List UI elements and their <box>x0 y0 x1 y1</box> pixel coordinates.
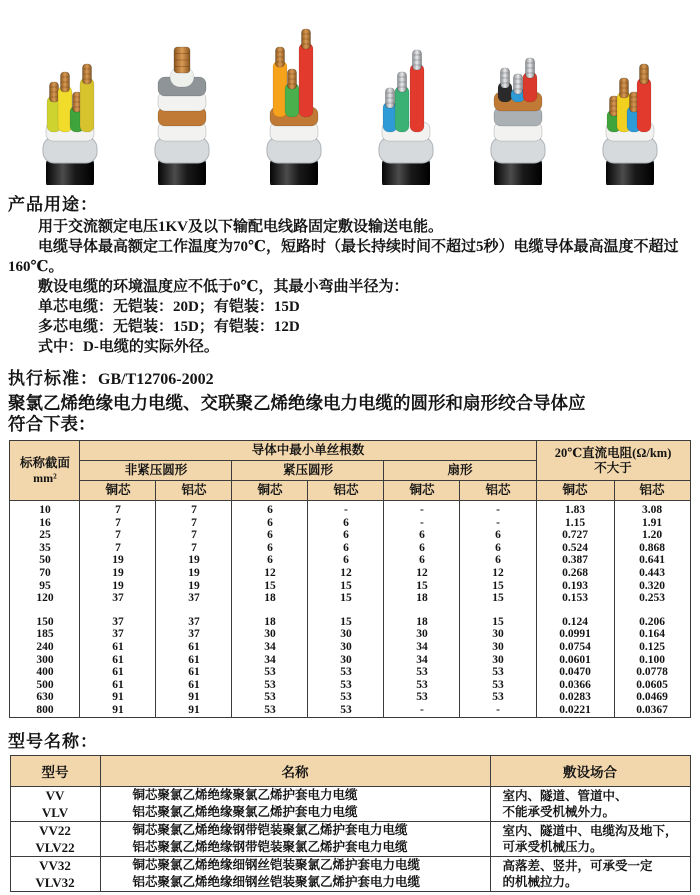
conductor-cell: 19 <box>156 567 232 580</box>
conductor-header-row3 <box>10 481 690 501</box>
conductor-cell: 6 <box>384 542 460 555</box>
group-gap-row <box>10 605 690 616</box>
conductor-cell: 1.20 <box>614 529 690 542</box>
conductor-cell: - <box>384 704 460 717</box>
conductor-cell: 19 <box>156 554 232 567</box>
conductor-cell: 53 <box>308 666 384 679</box>
gap-cell <box>614 605 690 616</box>
conductor-cell: 15 <box>308 592 384 605</box>
standard-label: 执行标准： <box>8 369 98 388</box>
usage-paragraph: 多芯电缆：无铠装：15D；有铠装：12D <box>38 319 300 335</box>
model-code-cell: VV <box>10 786 100 804</box>
conductor-cell: 6 <box>308 529 384 542</box>
conductor-row <box>10 628 690 641</box>
conductor-cell: 61 <box>80 654 156 667</box>
conductor-cell: 15 <box>460 580 536 593</box>
conductor-cell: 6 <box>460 529 536 542</box>
header-aluminum: 铝芯 <box>614 481 690 501</box>
conductor-cell: 34 <box>384 654 460 667</box>
conductor-cell: 30 <box>308 654 384 667</box>
header-noncompact: 非紧压圆形 <box>80 461 232 481</box>
conductor-cell: 0.320 <box>614 580 690 593</box>
usage-paragraph: 敷设电缆的环境温度应不低于0℃，其最小弯曲半径为： <box>38 279 409 295</box>
conductor-row <box>10 592 690 605</box>
conductor-cell: 0.268 <box>536 567 614 580</box>
model-name-cell: 铝芯聚氯乙烯绝缘细钢丝铠装聚氯乙烯护套电力电缆 <box>100 874 490 892</box>
conductor-cell: 53 <box>460 691 536 704</box>
model-code-cell: VLV <box>10 804 100 822</box>
conductor-cell: 0.727 <box>536 529 614 542</box>
conductor-cell: 37 <box>156 628 232 641</box>
conductor-cell: 7 <box>156 542 232 555</box>
conductor-cell: 15 <box>308 616 384 629</box>
conductor-cell: 30 <box>308 641 384 654</box>
conductor-cell: - <box>460 704 536 717</box>
conductor-cell: 0.0366 <box>536 679 614 692</box>
conductor-cell: 19 <box>80 580 156 593</box>
conductor-cell: 400 <box>10 666 80 679</box>
conductor-cell: 50 <box>10 554 80 567</box>
usage-paragraph: 式中：D-电缆的实际外径。 <box>38 339 219 355</box>
conductor-cell: 0.641 <box>614 554 690 567</box>
conductor-cell: 15 <box>384 580 460 593</box>
conductor-cell: 6 <box>384 529 460 542</box>
gap-cell <box>308 605 384 616</box>
model-name-cell: 铝芯聚氯乙烯绝缘钢带铠装聚氯乙烯护套电力电缆 <box>100 839 490 857</box>
header-laying: 敷设场合 <box>490 755 690 786</box>
conductor-cell: 150 <box>10 616 80 629</box>
gap-cell <box>384 605 460 616</box>
conductor-cell: 37 <box>156 616 232 629</box>
gap-cell <box>536 605 614 616</box>
model-row <box>10 821 690 839</box>
conductor-cell: 70 <box>10 567 80 580</box>
standard-value: GB/T12706-2002 <box>98 371 214 388</box>
header-copper: 铜芯 <box>536 481 614 501</box>
conductor-cell: 6 <box>232 501 308 517</box>
conductor-cell: 61 <box>80 641 156 654</box>
conductor-cell: 120 <box>10 592 80 605</box>
conductor-cell: 53 <box>232 666 308 679</box>
conductor-cell: 300 <box>10 654 80 667</box>
conductor-cell: 53 <box>232 704 308 717</box>
conductor-cell: 30 <box>308 628 384 641</box>
header-aluminum: 铝芯 <box>308 481 384 501</box>
conductor-cell: 0.0221 <box>536 704 614 717</box>
model-name-cell: 铜芯聚氯乙烯绝缘聚氯乙烯护套电力电缆 <box>100 786 490 804</box>
standard-line <box>8 364 700 389</box>
conductor-cell: 240 <box>10 641 80 654</box>
header-copper: 铜芯 <box>384 481 460 501</box>
usage-paragraph: 单芯电缆：无铠装：20D；有铠装：15D <box>38 299 300 315</box>
conductor-cell: 0.206 <box>614 616 690 629</box>
model-row <box>10 856 690 874</box>
conductor-cell: 15 <box>232 580 308 593</box>
conductor-cell: 53 <box>308 704 384 717</box>
conductor-cell: - <box>460 517 536 530</box>
conductor-cell: 0.0470 <box>536 666 614 679</box>
header-dc-resistance: 20℃直流电阻(Ω/km) 不大于 <box>536 441 690 481</box>
conductor-cell: 10 <box>10 501 80 517</box>
conductor-cell: 7 <box>156 529 232 542</box>
conductor-cell: 19 <box>156 580 232 593</box>
conductor-cell: 15 <box>460 592 536 605</box>
conductor-cell: 15 <box>460 616 536 629</box>
conductor-cell: 53 <box>384 666 460 679</box>
laying-occasion-cell: 室内、隧道中、电缆沟及地下， 可承受机械压力。 <box>490 821 690 856</box>
conductor-cell: 6 <box>308 517 384 530</box>
conductor-cell: 0.868 <box>614 542 690 555</box>
conductor-cell: 95 <box>10 580 80 593</box>
header-aluminum: 铝芯 <box>156 481 232 501</box>
conductor-cell: 53 <box>232 691 308 704</box>
conductor-cell: 16 <box>10 517 80 530</box>
conductor-row <box>10 517 690 530</box>
models-table <box>10 755 691 892</box>
header-nominal-section: 标称截面 mm² <box>10 441 80 501</box>
conductor-cell: 34 <box>232 654 308 667</box>
conductor-cell: 30 <box>460 654 536 667</box>
conductor-cell: 0.443 <box>614 567 690 580</box>
conductor-cell: 35 <box>10 542 80 555</box>
conductor-cell: 1.91 <box>614 517 690 530</box>
conductor-row <box>10 567 690 580</box>
conductor-cell: 61 <box>80 666 156 679</box>
conductor-cell: 30 <box>460 641 536 654</box>
header-name: 名称 <box>100 755 490 786</box>
gap-cell <box>460 605 536 616</box>
conductor-cell: 0.0367 <box>614 704 690 717</box>
gap-cell <box>80 605 156 616</box>
conductor-cell: 0.524 <box>536 542 614 555</box>
conductor-cell: 0.193 <box>536 580 614 593</box>
header-compact: 紧压圆形 <box>232 461 384 481</box>
conductor-cell: 0.0605 <box>614 679 690 692</box>
conductor-cell: 0.0469 <box>614 691 690 704</box>
model-code-cell: VV22 <box>10 821 100 839</box>
conductor-cell: 6 <box>232 542 308 555</box>
conductor-cell: 37 <box>80 616 156 629</box>
conductor-cell: 15 <box>308 580 384 593</box>
conductor-cell: 19 <box>80 554 156 567</box>
conductor-cell: 0.0283 <box>536 691 614 704</box>
conductor-cell: 6 <box>232 517 308 530</box>
conductor-cell: 6 <box>232 554 308 567</box>
conductor-cell: 25 <box>10 529 80 542</box>
conductor-cell: 53 <box>384 679 460 692</box>
conductor-header-row1 <box>10 441 690 461</box>
conductor-cell: 6 <box>308 554 384 567</box>
conductor-cell: 91 <box>156 704 232 717</box>
model-name-cell: 铝芯聚氯乙烯绝缘聚氯乙烯护套电力电缆 <box>100 804 490 822</box>
header-sector: 扇形 <box>384 461 536 481</box>
conductor-cell: 7 <box>80 529 156 542</box>
conductor-cell: 12 <box>384 567 460 580</box>
conductor-cell: 7 <box>80 542 156 555</box>
conductor-cell: 19 <box>80 567 156 580</box>
conductor-cell: 7 <box>156 501 232 517</box>
model-code-cell: VLV32 <box>10 874 100 892</box>
conductor-row <box>10 654 690 667</box>
conductor-row <box>10 666 690 679</box>
conductor-cell: 6 <box>384 554 460 567</box>
conductor-cell: 18 <box>232 616 308 629</box>
gap-cell <box>156 605 232 616</box>
unit-mm2: mm² <box>33 470 57 485</box>
cable-illustration <box>246 13 342 185</box>
usage-paragraph: 电缆导体最高额定工作温度为70℃，短路时（最长持续时间不超过5秒）电缆导体最高温度不超过160℃。 <box>8 239 679 275</box>
models-header-row <box>10 755 690 786</box>
conductor-cell: - <box>460 501 536 517</box>
table-intro-line1: 聚氯乙烯绝缘电力电缆、交联聚乙烯绝缘电力电缆的圆形和扇形绞合导体应 <box>8 393 586 413</box>
model-code-cell: VV32 <box>10 856 100 874</box>
header-copper: 铜芯 <box>232 481 308 501</box>
conductor-cell: 91 <box>80 691 156 704</box>
usage-paragraphs <box>8 217 690 357</box>
conductor-cell: 500 <box>10 679 80 692</box>
laying-occasion-cell: 高落差、竖井，可承受一定 的机械拉力。 <box>490 856 690 891</box>
header-strand-count: 导体中最小单丝根数 <box>80 441 536 461</box>
conductor-cell: 0.153 <box>536 592 614 605</box>
usage-title: 产品用途： <box>8 195 98 214</box>
conductor-cell: 37 <box>156 592 232 605</box>
conductor-cell: 0.124 <box>536 616 614 629</box>
conductor-cell: 1.83 <box>536 501 614 517</box>
conductor-cell: 7 <box>156 517 232 530</box>
table-intro-line2: 符合下表： <box>8 414 96 434</box>
conductor-cell: 185 <box>10 628 80 641</box>
conductor-cell: 6 <box>460 554 536 567</box>
conductor-cell: 6 <box>232 529 308 542</box>
conductor-cell: 53 <box>308 691 384 704</box>
model-code-cell: VLV22 <box>10 839 100 857</box>
cable-illustration <box>358 27 454 185</box>
conductor-row <box>10 616 690 629</box>
conductor-cell: 800 <box>10 704 80 717</box>
conductor-cell: 30 <box>384 628 460 641</box>
model-row <box>10 786 690 804</box>
conductor-cell: 12 <box>308 567 384 580</box>
conductor-row <box>10 554 690 567</box>
cable-illustration <box>470 53 566 185</box>
conductor-cell: 0.0601 <box>536 654 614 667</box>
conductor-cell: 0.100 <box>614 654 690 667</box>
conductor-cell: - <box>384 501 460 517</box>
conductor-cell: 18 <box>384 592 460 605</box>
conductor-cell: 0.0754 <box>536 641 614 654</box>
conductor-cell: 53 <box>460 666 536 679</box>
conductor-cell: 3.08 <box>614 501 690 517</box>
models-title: 型号名称： <box>8 731 98 751</box>
model-name-cell: 铜芯聚氯乙烯绝缘钢带铠装聚氯乙烯护套电力电缆 <box>100 821 490 839</box>
conductor-cell: 61 <box>156 679 232 692</box>
header-copper: 铜芯 <box>80 481 156 501</box>
table-intro <box>8 393 700 435</box>
conductor-cell: 30 <box>232 628 308 641</box>
header-model: 型号 <box>10 755 100 786</box>
conductor-cell: 7 <box>80 501 156 517</box>
conductor-cell: - <box>308 501 384 517</box>
cables-photo <box>0 0 700 185</box>
usage-paragraph: 用于交流额定电压1KV及以下输配电线路固定敷设输送电能。 <box>38 219 444 235</box>
conductor-cell: 18 <box>232 592 308 605</box>
header-aluminum: 铝芯 <box>460 481 536 501</box>
cable-illustration <box>134 45 230 185</box>
conductor-cell: 1.15 <box>536 517 614 530</box>
conductor-cell: 0.0991 <box>536 628 614 641</box>
conductor-table <box>9 440 690 718</box>
model-name-cell: 铜芯聚氯乙烯绝缘细钢丝铠装聚氯乙烯护套电力电缆 <box>100 856 490 874</box>
laying-occasion-cell: 室内、隧道、管道中、 不能承受机械外力。 <box>490 786 690 821</box>
conductor-cell: 37 <box>80 628 156 641</box>
conductor-cell: 53 <box>308 679 384 692</box>
conductor-cell: 37 <box>80 592 156 605</box>
cable-illustration <box>582 57 678 185</box>
conductor-row <box>10 704 690 717</box>
conductor-row <box>10 580 690 593</box>
conductor-cell: 630 <box>10 691 80 704</box>
conductor-cell: 61 <box>80 679 156 692</box>
conductor-cell: 0.164 <box>614 628 690 641</box>
gap-cell <box>232 605 308 616</box>
conductor-cell: 61 <box>156 654 232 667</box>
conductor-row <box>10 542 690 555</box>
conductor-cell: 6 <box>308 542 384 555</box>
conductor-cell: 53 <box>460 679 536 692</box>
conductor-row <box>10 691 690 704</box>
conductor-cell: 7 <box>80 517 156 530</box>
conductor-cell: 34 <box>384 641 460 654</box>
conductor-cell: 12 <box>460 567 536 580</box>
conductor-cell: 61 <box>156 641 232 654</box>
conductor-cell: 0.0778 <box>614 666 690 679</box>
conductor-row <box>10 529 690 542</box>
conductor-cell: 91 <box>156 691 232 704</box>
conductor-cell: 6 <box>460 542 536 555</box>
conductor-row <box>10 679 690 692</box>
conductor-cell: 53 <box>232 679 308 692</box>
conductor-cell: 0.387 <box>536 554 614 567</box>
conductor-cell: 53 <box>384 691 460 704</box>
cable-illustration <box>22 55 118 185</box>
conductor-row <box>10 501 690 517</box>
conductor-cell: 91 <box>80 704 156 717</box>
conductor-row <box>10 641 690 654</box>
conductor-cell: 0.253 <box>614 592 690 605</box>
gap-cell <box>10 605 80 616</box>
conductor-cell: 61 <box>156 666 232 679</box>
conductor-cell: 0.125 <box>614 641 690 654</box>
conductor-cell: 30 <box>460 628 536 641</box>
conductor-cell: 12 <box>232 567 308 580</box>
conductor-cell: 18 <box>384 616 460 629</box>
conductor-cell: 34 <box>232 641 308 654</box>
conductor-cell: - <box>384 517 460 530</box>
